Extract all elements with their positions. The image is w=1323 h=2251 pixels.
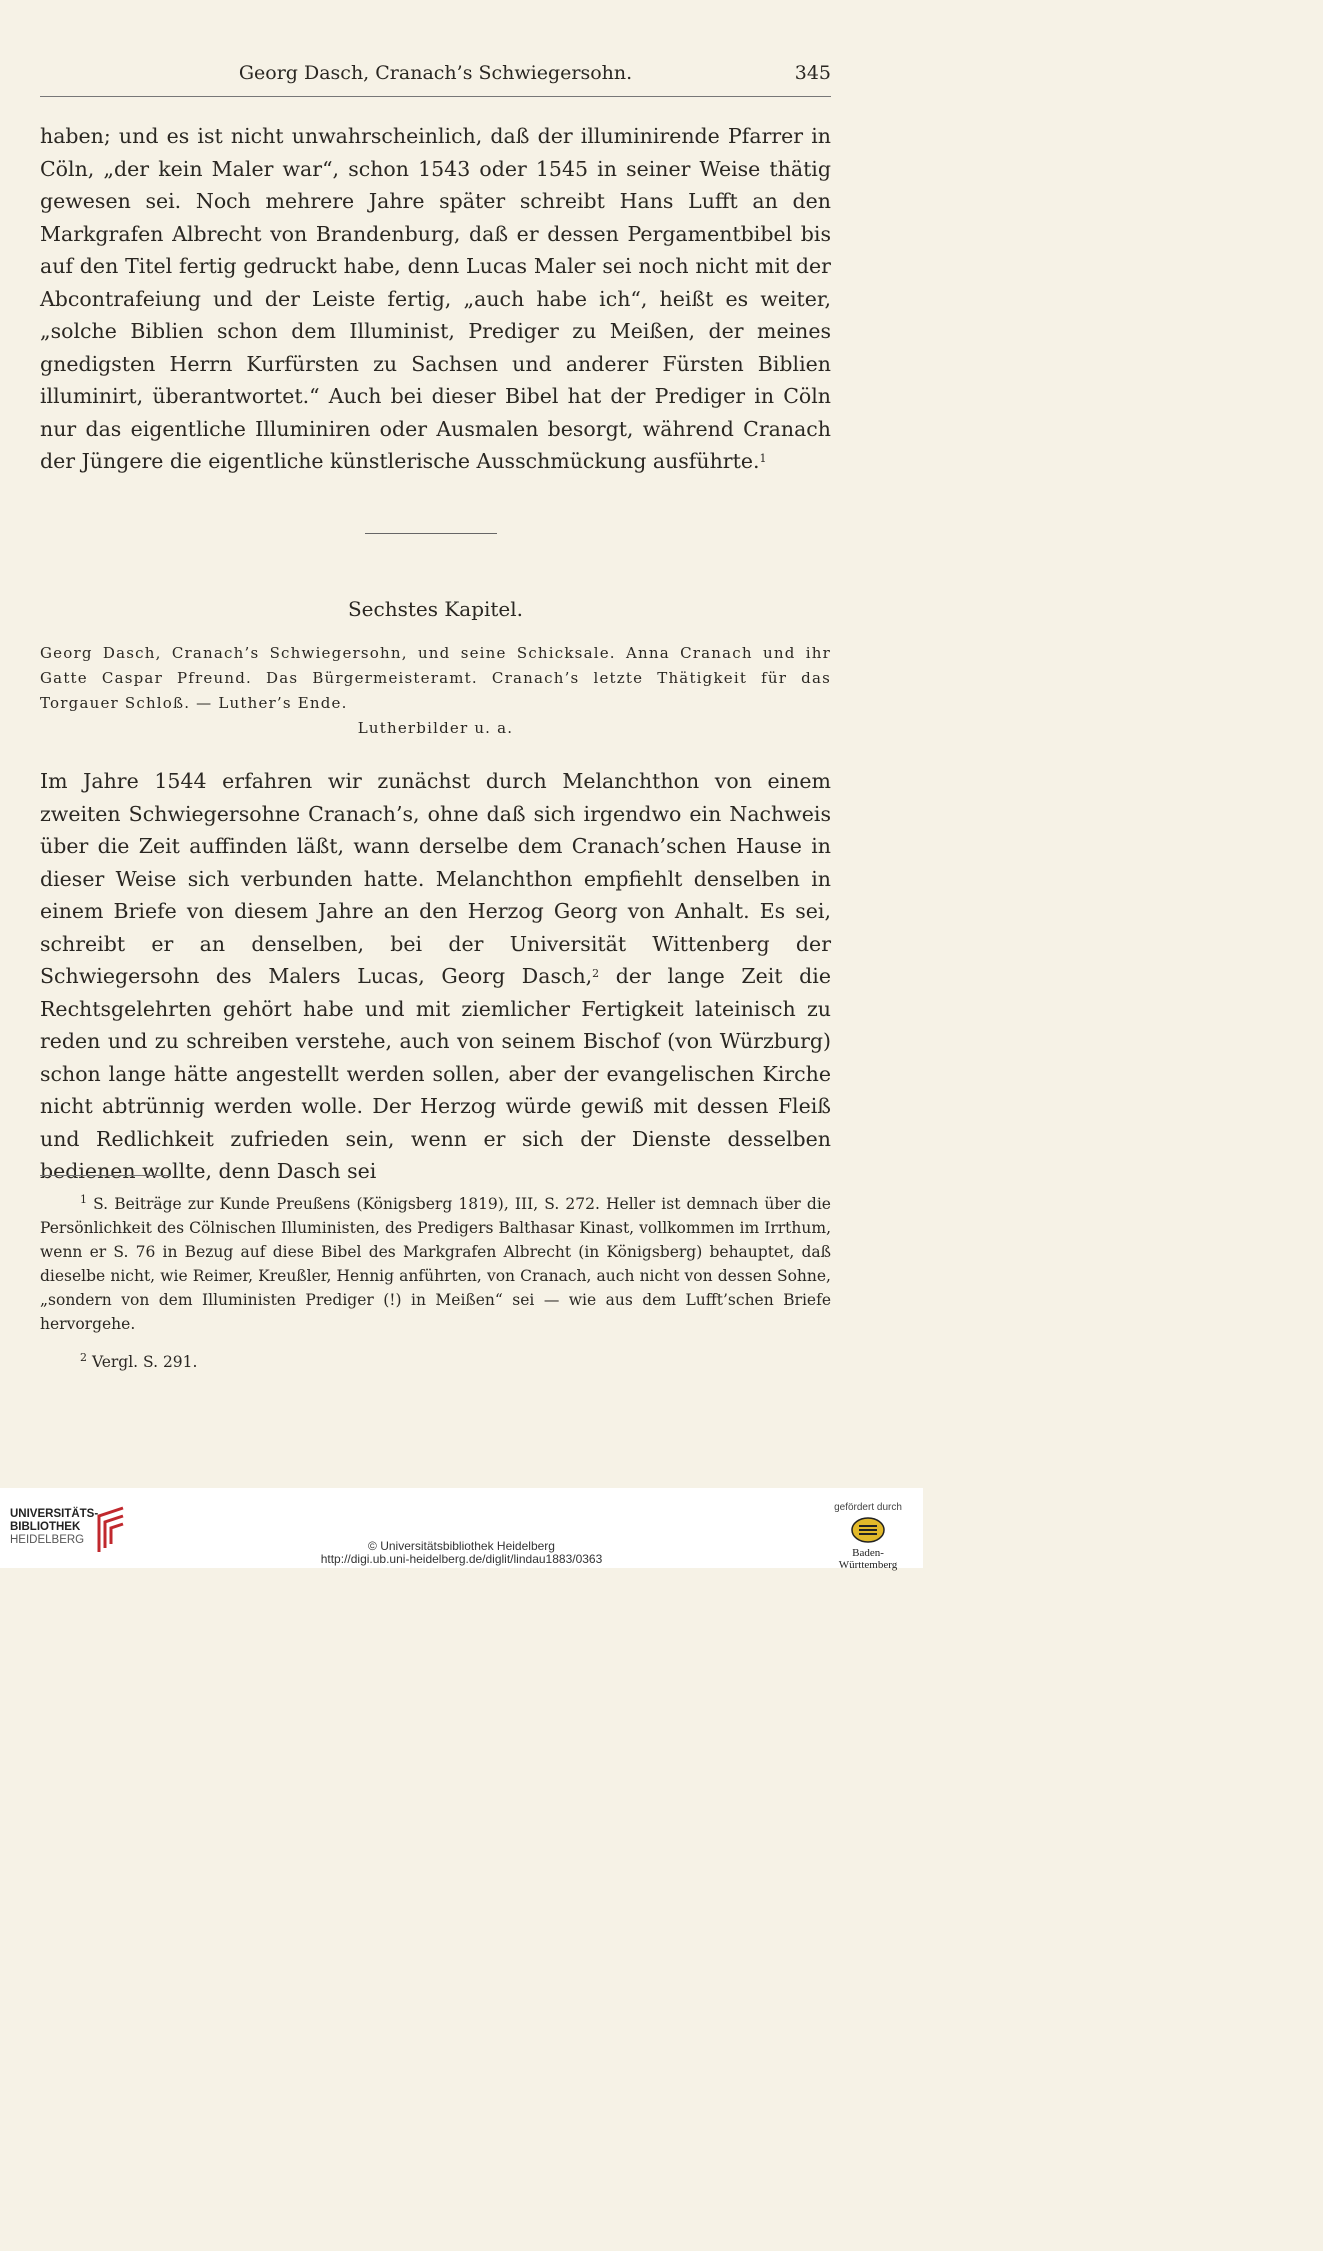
page-number: 345 (794, 62, 831, 84)
book-page (0, 0, 923, 1568)
footnote-1 (40, 1192, 831, 1336)
sponsor-name: Baden-Württemberg (838, 1547, 898, 1571)
paragraph-2-text-b: der lange Zeit die Rechtsgelehrten gehört habe und mit ziemlicher Fertigkeit lateinisch zu reden und zu schreiben verstehe, auch von seinem Bischof (von Würzburg) schon lange hätte angestellt werden sollen, aber der evangelischen Kirche nicht abtrünnig werden wolle. Der Herzog würde gewiß mit dessen Fleiß und Redlichkeit zufrieden sein, wenn er sich der Dienste desselben bedienen wollte, denn Dasch sei (40, 964, 831, 1183)
footnote-2 (40, 1350, 831, 1374)
copyright-text: © Universitätsbibliothek Heidelberg (368, 1539, 555, 1553)
bw-crest-icon (850, 1517, 886, 1543)
library-name-line3: HEIDELBERG (10, 1534, 85, 1546)
footnote-mark-1: 1 (80, 1193, 87, 1206)
chapter-summary-text: Georg Dasch, Cranach’s Schwiegersohn, und seine Schicksale. Anna Cranach und ihr Gatte Caspar Pfreund. Das Bürgermeisteramt. Cranach’s letzte Thätigkeit für das Torgauer Schloß. — Luther’s Ende. (40, 644, 831, 712)
running-header (40, 60, 831, 90)
copyright-block (0, 1540, 923, 1566)
footnote-ref-2[interactable]: 2 (592, 967, 600, 980)
header-rule (40, 96, 831, 97)
chapter-summary-last: Lutherbilder u. a. (357, 719, 514, 737)
paragraph-2-text-a: Im Jahre 1544 erfahren wir zunächst durch Melanchthon von einem zweiten Schwiegersohne Cranach’s, ohne daß sich irgendwo ein Nachweis über die Zeit auffinden läßt, wann derselbe dem Cranach’schen Hause in dieser Weise sich verbunden hatte. Melanchthon empfiehlt denselben in einem Briefe von diesem Jahre an den Herzog Georg von Anhalt. Es sei, schreibt er an denselben, bei der Universität Wittenberg der Schwiegersohn des Malers Lucas, Georg Dasch, (40, 769, 831, 988)
sponsor-logo[interactable] (823, 1502, 913, 1571)
library-name-line2: BIBLIOTHEK (10, 1521, 81, 1533)
footnote-1-text: S. Beiträge zur Kunde Preußens (Königsberg 1819), III, S. 272. Heller ist demnach über die Persönlichkeit des Cölnischen Illuministen, des Predigers Balthasar Kinast, vollkommen im Irrthum, wenn er S. 76 in Bezug auf diese Bibel des Markgrafen Albrecht (in Königsberg) behauptet, daß dieselbe nicht, wie Reimer, Kreußler, Hennig anführten, von Cranach, auch nicht von dessen Sohne, „sondern von dem Illuministen Prediger (!) in Meißen“ sei — wie aus dem Lufft’schen Briefe hervorgehe. (40, 1195, 831, 1333)
permalink-url[interactable]: http://digi.ub.uni-heidelberg.de/diglit/lindau1883/0363 (320, 1552, 603, 1566)
chapter-title: Sechstes Kapitel. (347, 597, 524, 621)
running-title: Georg Dasch, Cranach’s Schwiegersohn. (238, 62, 633, 84)
footnote-mark-2: 2 (80, 1351, 87, 1364)
library-name-line1: UNIVERSITÄTS- (10, 1508, 99, 1520)
paragraph-1 (40, 120, 831, 478)
section-separator (365, 533, 497, 534)
footnote-rule (40, 1175, 170, 1176)
footnote-ref-1[interactable]: 1 (759, 452, 767, 465)
viewer-footer (0, 1488, 923, 1571)
sponsor-label: gefördert durch (834, 1502, 902, 1513)
paragraph-1-text: haben; und es ist nicht unwahrscheinlich, daß der illuminirende Pfarrer in Cöln, „der kein Maler war“, schon 1543 oder 1545 in seiner Weise thätig gewesen sei. Noch mehrere Jahre später schreibt Hans Lufft an den Markgrafen Albrecht von Brandenburg, daß er dessen Pergamentbibel bis auf den Titel fertig gedruckt habe, denn Lucas Maler sei noch nicht mit der Abcontrafeiung und der Leiste fertig, „auch habe ich“, heißt es weiter, „solche Biblien schon dem Illuminist, Prediger zu Meißen, der meines gnedigsten Herrn Kurfürsten zu Sachsen und anderer Fürsten Biblien illuminirt, überantwortet.“ Auch bei dieser Bibel hat der Prediger in Cöln nur das eigentliche Illuminiren oder Ausmalen besorgt, während Cranach der Jüngere die eigentliche künstlerische Ausschmückung ausführte. (40, 124, 831, 473)
paragraph-2 (40, 765, 831, 1188)
footnote-2-text: Vergl. S. 291. (91, 1353, 198, 1371)
chapter-summary (40, 641, 831, 741)
